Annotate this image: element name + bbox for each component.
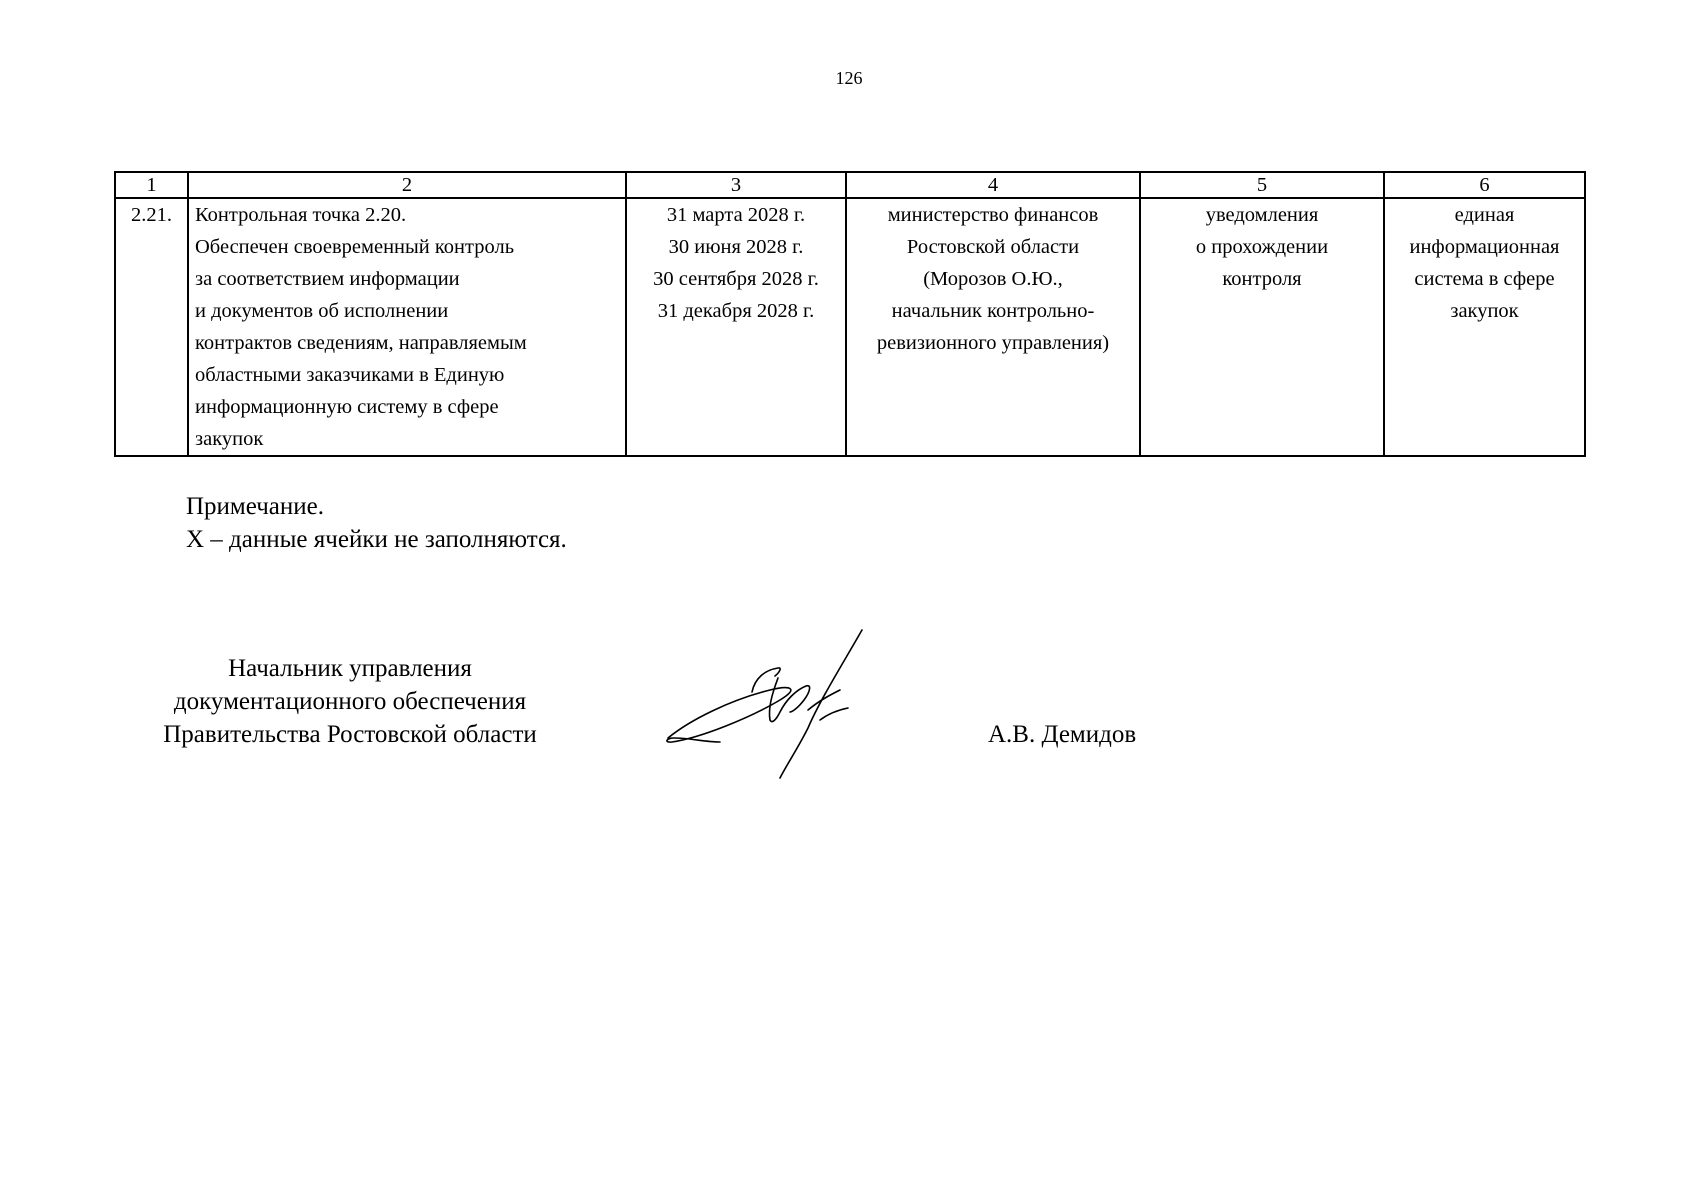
table-row xyxy=(115,198,1585,456)
responsible-line: (Морозов О.Ю., xyxy=(923,268,1063,290)
responsible-line: Ростовской области xyxy=(906,236,1080,258)
plan-table xyxy=(114,171,1586,457)
responsible-line: начальник контрольно- xyxy=(891,300,1095,322)
system-line: система в сфере xyxy=(1414,268,1555,290)
date-line: 30 июня 2028 г. xyxy=(668,236,804,258)
signer-name: А.В. Демидов xyxy=(988,721,1137,748)
system-line: информационная xyxy=(1409,236,1560,258)
row-document xyxy=(1140,198,1384,456)
description-line: закупок xyxy=(195,428,264,450)
row-dates xyxy=(626,198,846,456)
system-line: единая xyxy=(1454,204,1515,226)
description-line: контрактов сведениям, направляемым xyxy=(195,332,527,354)
column-header-3: 3 xyxy=(626,172,846,198)
handwritten-signature xyxy=(660,620,950,780)
date-line: 30 сентября 2028 г. xyxy=(653,268,819,290)
document-line: о прохождении xyxy=(1195,236,1329,258)
description-line: областными заказчиками в Единую xyxy=(195,364,505,386)
row-description xyxy=(188,198,626,456)
document-line: уведомления xyxy=(1205,204,1319,226)
responsible-line: министерство финансов xyxy=(887,204,1099,226)
column-header-6: 6 xyxy=(1384,172,1585,198)
signatory-position-line: документационного обеспечения xyxy=(173,688,527,715)
description-line: Контрольная точка 2.20. xyxy=(195,204,407,226)
row-number: 2.21. xyxy=(115,198,188,456)
document-line: контроля xyxy=(1222,268,1302,290)
signatory-position-line: Правительства Ростовской области xyxy=(163,721,537,748)
row-responsible xyxy=(846,198,1140,456)
table-header-row xyxy=(115,172,1585,198)
description-line: и документов об исполнении xyxy=(195,300,449,322)
row-system xyxy=(1384,198,1585,456)
signatory-position-line: Начальник управления xyxy=(228,655,472,682)
description-line: Обеспечен своевременный контроль xyxy=(195,236,515,258)
column-header-5: 5 xyxy=(1140,172,1384,198)
responsible-line: ревизионного управления) xyxy=(876,332,1110,354)
signatory-position xyxy=(120,652,580,751)
system-line: закупок xyxy=(1450,300,1519,322)
column-header-1: 1 xyxy=(115,172,188,198)
page-number: 126 xyxy=(835,68,863,88)
date-line: 31 декабря 2028 г. xyxy=(657,300,815,322)
note-title: Примечание. xyxy=(186,493,325,520)
column-header-4: 4 xyxy=(846,172,1140,198)
note-text: X – данные ячейки не заполняются. xyxy=(186,526,567,553)
column-header-2: 2 xyxy=(188,172,626,198)
description-line: информационную систему в сфере xyxy=(195,396,499,418)
description-line: за соответствием информации xyxy=(195,268,460,290)
note-block xyxy=(186,490,567,556)
date-line: 31 марта 2028 г. xyxy=(666,204,806,226)
